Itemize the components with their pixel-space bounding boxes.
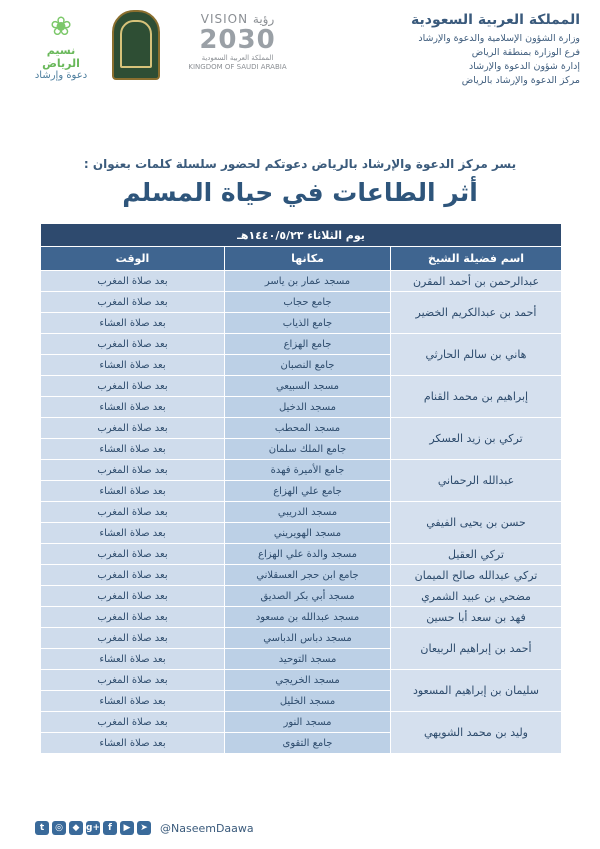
time-cell: بعد صلاة المغرب [41,712,225,733]
time-cell: بعد صلاة العشاء [41,649,225,670]
leaf-icon: ❀ [50,12,72,42]
naseem-tagline: دعوة وإرشاد [34,70,88,81]
vision-label-en: VISION [200,12,249,26]
youtube-icon[interactable]: ▶ [120,821,134,835]
place-cell: جامع حجاب [225,292,391,313]
sheikh-name: تركي بن زيد العسكر [391,418,562,460]
col-header-sheikh: اسم فضيلة الشيخ [391,247,562,271]
time-cell: بعد صلاة العشاء [41,733,225,754]
time-cell: بعد صلاة المغرب [41,544,225,565]
place-cell: جامع النصبان [225,355,391,376]
table-row [41,712,562,733]
sheikh-name: عبدالله الرحماني [391,460,562,502]
time-cell: بعد صلاة المغرب [41,586,225,607]
sheikh-name: مضحي بن عبيد الشمري [391,586,562,607]
place-cell: مسجد عبدالله بن مسعود [225,607,391,628]
time-cell: بعد صلاة العشاء [41,691,225,712]
org-line-3: إدارة شؤون الدعوة والإرشاد [469,61,580,72]
naseem-name: نسيم الرياض [42,44,80,70]
naseem-logo [30,10,92,80]
place-cell: جامع الهزاع [225,334,391,355]
table-row [41,334,562,355]
table-row [41,418,562,439]
table-row [41,565,562,586]
sheikh-name: إبراهيم بن محمد القنام [391,376,562,418]
telegram-icon[interactable]: ➤ [137,821,151,835]
sheikh-name: تركي عبدالله صالح الميمان [391,565,562,586]
table-row [41,292,562,313]
place-cell: مسجد دباس الدباسي [225,628,391,649]
time-cell: بعد صلاة المغرب [41,292,225,313]
intro-text: يسر مركز الدعوة والإرشاد بالرياض دعوتكم لحضور سلسلة كلمات بعنوان : [83,157,517,171]
place-cell: جامع علي الهزاع [225,481,391,502]
col-header-time: الوقت [41,247,225,271]
sheikh-name: أحمد بن إبراهيم الربيعان [391,628,562,670]
place-cell: مسجد الدريبي [225,502,391,523]
snapchat-icon[interactable]: ◆ [69,821,83,835]
sheikh-name: أحمد بن عبدالكريم الخضير [391,292,562,334]
page-header [0,0,600,130]
table-row [41,628,562,649]
sheikh-name: تركي العقيل [391,544,562,565]
place-cell: مسجد الخريجي [225,670,391,691]
sheikh-name: هاني بن سالم الحارثي [391,334,562,376]
sheikh-name: حسن بن يحيى الفيفي [391,502,562,544]
time-cell: بعد صلاة المغرب [41,607,225,628]
instagram-icon[interactable]: ◎ [52,821,66,835]
time-cell: بعد صلاة المغرب [41,670,225,691]
place-cell: مسجد والدة علي الهزاع [225,544,391,565]
time-cell: بعد صلاة المغرب [41,502,225,523]
place-cell: جامع ابن حجر العسقلاني [225,565,391,586]
table-row [41,271,562,292]
sheikh-name: عبدالرحمن بن أحمد المقرن [391,271,562,292]
place-cell: مسجد الخليل [225,691,391,712]
table-row [41,376,562,397]
time-cell: بعد صلاة المغرب [41,460,225,481]
place-cell: مسجد أبي بكر الصديق [225,586,391,607]
time-cell: بعد صلاة العشاء [41,313,225,334]
time-cell: بعد صلاة المغرب [41,565,225,586]
table-row [41,460,562,481]
page-title: أثر الطاعات في حياة المسلم [122,178,478,207]
time-cell: بعد صلاة العشاء [41,355,225,376]
sheikh-name: فهد بن سعد أبا حسين [391,607,562,628]
place-cell: جامع الملك سلمان [225,439,391,460]
table-row [41,502,562,523]
place-cell: مسجد السبيعي [225,376,391,397]
place-cell: مسجد الدخيل [225,397,391,418]
time-cell: بعد صلاة العشاء [41,439,225,460]
schedule-table [40,223,562,754]
time-cell: بعد صلاة العشاء [41,397,225,418]
time-cell: بعد صلاة المغرب [41,628,225,649]
social-footer [35,818,254,838]
time-cell: بعد صلاة العشاء [41,523,225,544]
place-cell: جامع التقوى [225,733,391,754]
org-line-4: مركز الدعوة والإرشاد بالرياض [461,75,580,86]
time-cell: بعد صلاة العشاء [41,481,225,502]
sheikh-name: سليمان بن إبراهيم المسعود [391,670,562,712]
time-cell: بعد صلاة المغرب [41,271,225,292]
sheikh-name: وليد بن محمد الشويهي [391,712,562,754]
twitter-icon[interactable]: t [35,821,49,835]
ministry-emblem-icon [112,10,160,80]
table-row [41,544,562,565]
place-cell: مسجد الهويريني [225,523,391,544]
vision-label-ar: رؤية [252,12,275,26]
social-handle[interactable]: @NaseemDaawa [160,821,254,835]
time-cell: بعد صلاة المغرب [41,418,225,439]
vision-year: 2030 [199,25,276,55]
place-cell: مسجد عمار بن ياسر [225,271,391,292]
table-row [41,607,562,628]
place-cell: مسجد النور [225,712,391,733]
day-header: يوم الثلاثاء ١٤٤٠/٥/٢٣هـ [41,224,562,247]
vision-2030-logo [185,12,290,72]
org-line-0: المملكة العربية السعودية [411,12,580,28]
place-cell: مسجد المحطب [225,418,391,439]
ministry-block [350,12,580,88]
time-cell: بعد صلاة المغرب [41,376,225,397]
org-line-1: وزارة الشؤون الإسلامية والدعوة والإرشاد [418,33,580,44]
place-cell: جامع الأميرة فهدة [225,460,391,481]
col-header-place: مكانها [225,247,391,271]
place-cell: مسجد التوحيد [225,649,391,670]
table-row [41,670,562,691]
facebook-icon[interactable]: f [103,821,117,835]
time-cell: بعد صلاة المغرب [41,334,225,355]
google-plus-icon[interactable]: g+ [86,823,100,833]
org-line-2: فرع الوزارة بمنطقة الرياض [471,47,580,58]
vision-sub-ar: المملكة العربية السعودية [201,54,274,62]
table-row [41,586,562,607]
vision-sub-en: KINGDOM OF SAUDI ARABIA [188,63,287,71]
place-cell: جامع الذياب [225,313,391,334]
